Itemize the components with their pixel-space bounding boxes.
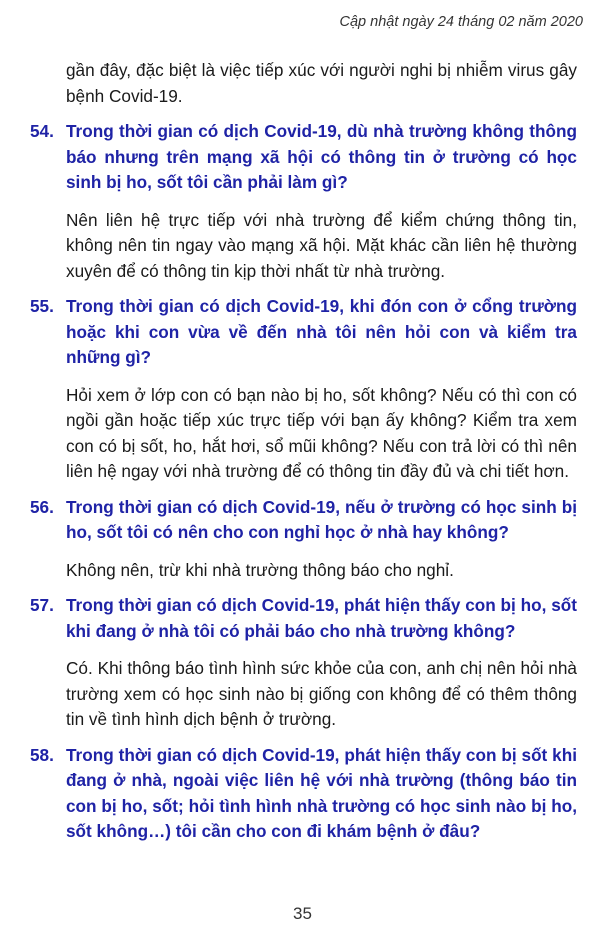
question-55 xyxy=(30,294,577,371)
question-57 xyxy=(30,593,577,644)
question-text: Trong thời gian có dịch Covid-19, phát hiện thấy con bị ho, sốt khi đang ở nhà tôi có phải báo cho nhà trường không? xyxy=(66,595,577,641)
question-number: 54. xyxy=(30,121,54,141)
answer-57: Có. Khi thông báo tình hình sức khỏe của con, anh chị nên hỏi nhà trường xem có học sinh nào bị giống con không để có thêm thông tin về tình hình dịch bệnh ở trường. xyxy=(66,658,577,729)
answer-56: Không nên, trừ khi nhà trường thông báo cho nghỉ. xyxy=(66,559,454,580)
answer-54: Nên liên hệ trực tiếp với nhà trường để kiểm chứng thông tin, không nên tin ngay vào mạng xã hội. Mặt khác cần liên hệ thường xuyên để có thông tin kịp thời nhất từ nhà trường. xyxy=(66,209,577,281)
question-text: Trong thời gian có dịch Covid-19, phát hiện thấy con bị sốt khi đang ở nhà, ngoài việc liên hệ với nhà trường (thông báo tin con bị ho, sốt; hỏi tình hình nhà trường có học sinh nào bị ho, sốt không…) tôi cần cho con đi khám bệnh ở đâu? xyxy=(66,744,577,841)
intro-answer-text: gần đây, đặc biệt là việc tiếp xúc với người nghi bị nhiễm virus gây bệnh Covid-19. xyxy=(66,60,577,106)
document-body xyxy=(30,58,577,857)
answer-55: Hỏi xem ở lớp con có bạn nào bị ho, sốt không? Nếu có thì con có ngồi gần hoặc tiếp xúc trực tiếp với bạn ấy không? Kiểm tra xem con có bị sốt, ho, hắt hơi, sổ mũi không? Nếu con trả lời có thì nên liên hệ ngay với nhà trường để có thông tin đầy đủ và chi tiết hơn. xyxy=(66,384,577,481)
page-number: 35 xyxy=(293,904,312,923)
question-number: 57. xyxy=(30,595,54,615)
question-text: Trong thời gian có dịch Covid-19, nếu ở trường có học sinh bị ho, sốt tôi có nên cho con nghỉ học ở nhà hay không? xyxy=(66,496,577,542)
question-text: Trong thời gian có dịch Covid-19, khi đón con ở cổng trường hoặc khi con vừa về đến nhà tôi nên hỏi con và kiểm tra những gì? xyxy=(66,296,577,367)
question-58 xyxy=(30,743,577,845)
update-date-header: Cập nhật ngày 24 tháng 02 năm 2020 xyxy=(339,14,583,30)
question-number: 56. xyxy=(30,496,54,517)
question-text: Trong thời gian có dịch Covid-19, dù nhà trường không thông báo nhưng trên mạng xã hội có thông tin ở trường có học sinh bị ho, sốt tôi cần phải làm gì? xyxy=(66,121,577,192)
question-number: 58. xyxy=(30,744,54,765)
question-number: 55. xyxy=(30,296,54,316)
question-54 xyxy=(30,119,577,196)
question-56 xyxy=(30,495,577,546)
